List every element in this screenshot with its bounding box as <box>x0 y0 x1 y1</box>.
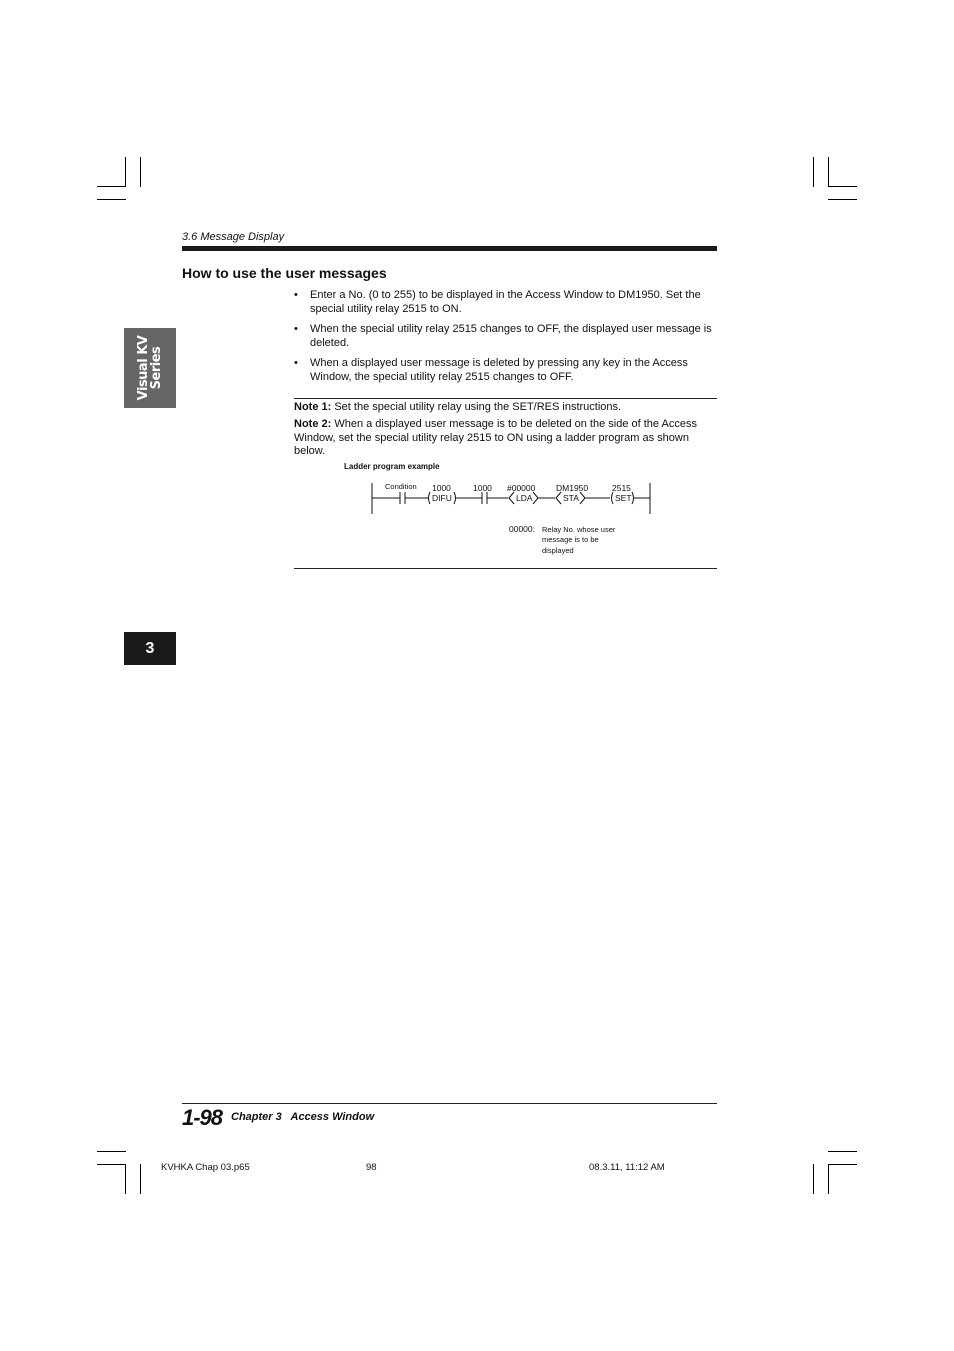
series-tab <box>124 328 176 408</box>
set-address: 2515 <box>612 483 631 493</box>
difu-label: DIFU <box>432 493 452 503</box>
ladder-diagram <box>360 478 670 568</box>
list-item: • Enter a No. (0 to 255) to be displayed in the Access Window to DM1950. Set the special utility relay 2515 to ON. <box>294 289 701 315</box>
legend-key: 00000: <box>509 524 535 534</box>
footer-page: 98 <box>366 1162 377 1173</box>
footer-rule <box>182 1103 717 1104</box>
footer-timestamp: 08.3.11, 11:12 AM <box>589 1162 665 1173</box>
note-top-rule <box>294 398 717 399</box>
list-item: • When the special utility relay 2515 changes to OFF, the displayed user message is deleted. <box>294 323 712 349</box>
section-label: 3.6 Message Display <box>182 231 285 243</box>
page-number: 1-98 <box>182 1105 223 1130</box>
condition-label: Condition <box>385 482 417 491</box>
legend-text-3: displayed <box>542 546 574 555</box>
sta-operand: DM1950 <box>556 483 589 493</box>
chapter-tab: 3 <box>124 632 176 665</box>
section-heading: How to use the user messages <box>182 265 387 281</box>
chapter-title: Chapter 3 Access Window <box>231 1111 375 1123</box>
bullet-icon: • <box>294 323 298 335</box>
note-2: Note 2: When a displayed user message is to be deleted on the side of the Access Window, set the special utility relay 2515 to ON using a ladder program as shown below. <box>294 418 697 457</box>
legend-text-2: message is to be <box>542 535 599 544</box>
bullet-icon: • <box>294 289 298 301</box>
series-tab-line1: Visual KV <box>136 335 151 401</box>
footer-file: KVHKA Chap 03.p65 <box>161 1162 250 1173</box>
lda-label: LDA <box>516 493 533 503</box>
difu-address: 1000 <box>432 483 451 493</box>
header-bar <box>182 246 717 251</box>
note-1: Note 1: Set the special utility relay using the SET/RES instructions. <box>294 401 622 413</box>
legend-text-1: Relay No. whose user <box>542 525 616 534</box>
sta-label: STA <box>563 493 579 503</box>
series-tab-line2: Series <box>149 346 164 390</box>
contact-address: 1000 <box>473 483 492 493</box>
set-label: SET <box>615 493 632 503</box>
bullet-list <box>294 289 718 391</box>
list-item: • When a displayed user message is deleted by pressing any key in the Access Window, the special utility relay 2515 changes to OFF. <box>294 357 688 383</box>
lda-operand: #00000 <box>507 483 536 493</box>
bullet-icon: • <box>294 357 298 369</box>
note-bottom-rule <box>294 568 717 569</box>
ladder-title: Ladder program example <box>344 462 440 471</box>
